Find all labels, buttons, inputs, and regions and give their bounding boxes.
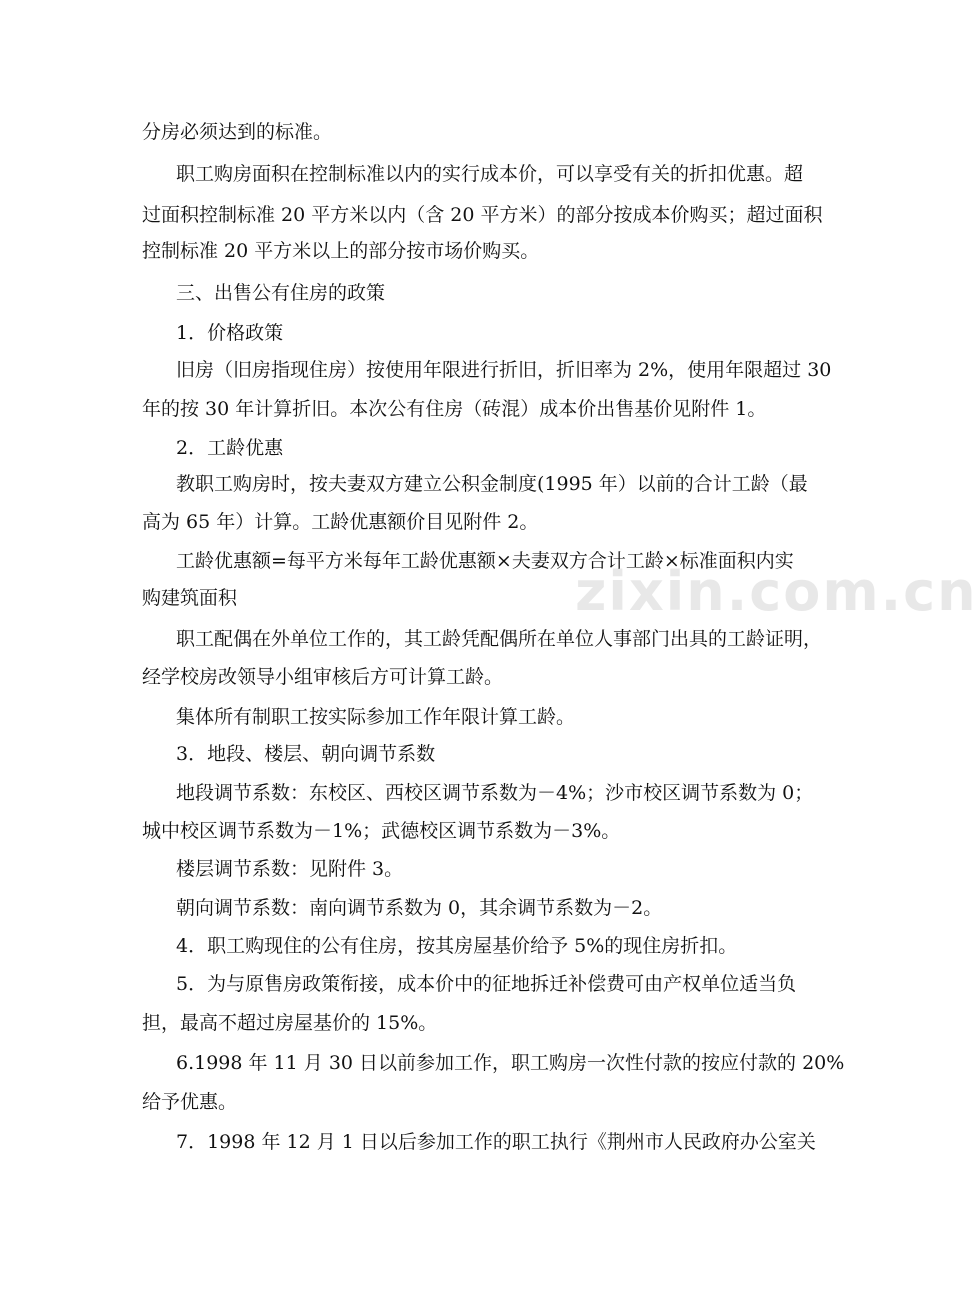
text-line: 城中校区调节系数为－1%；武德校区调节系数为－3%。 [142, 820, 621, 842]
text-line: 工龄优惠额=每平方米每年工龄优惠额×夫妻双方合计工龄×标准面积内实 [176, 550, 794, 572]
text-line: 4．职工购现住的公有住房，按其房屋基价给予 5%的现住房折扣。 [176, 935, 738, 957]
text-line: 给予优惠。 [142, 1091, 238, 1113]
text-line: 购建筑面积 [142, 587, 238, 609]
text-line: 楼层调节系数：见附件 3。 [176, 858, 404, 880]
text-line: 旧房（旧房指现住房）按使用年限进行折旧，折旧率为 2%，使用年限超过 30 [176, 359, 832, 381]
text-line: 地段调节系数：东校区、西校区调节系数为－4%；沙市校区调节系数为 0； [176, 782, 814, 804]
text-line: 5．为与原售房政策衔接，成本价中的征地拆迁补偿费可由产权单位适当负 [176, 973, 797, 995]
subsection-heading: 3．地段、楼层、朝向调节系数 [176, 743, 436, 765]
text-line: 经学校房改领导小组审核后方可计算工龄。 [142, 666, 504, 688]
section-heading: 三、出售公有住房的政策 [176, 282, 386, 304]
text-line: 7．1998 年 12 月 1 日以后参加工作的职工执行《荆州市人民政府办公室关 [176, 1131, 816, 1153]
subsection-heading: 2．工龄优惠 [176, 437, 284, 459]
text-line: 高为 65 年）计算。工龄优惠额价目见附件 2。 [142, 511, 539, 533]
text-line: 职工购房面积在控制标准以内的实行成本价，可以享受有关的折扣优惠。超 [176, 163, 804, 185]
text-line: 担，最高不超过房屋基价的 15%。 [142, 1012, 438, 1034]
text-line: 控制标准 20 平方米以上的部分按市场价购买。 [142, 240, 540, 262]
text-line: 年的按 30 年计算折旧。本次公有住房（砖混）成本价出售基价见附件 1。 [142, 398, 767, 420]
text-line: 集体所有制职工按实际参加工作年限计算工龄。 [176, 706, 576, 728]
text-line: 职工配偶在外单位工作的，其工龄凭配偶所在单位人事部门出具的工龄证明， [176, 628, 823, 650]
text-line: 6.1998 年 11 月 30 日以前参加工作，职工购房一次性付款的按应付款的 20% [176, 1052, 845, 1074]
text-line: 朝向调节系数：南向调节系数为 0，其余调节系数为－2。 [176, 897, 663, 919]
subsection-heading: 1．价格政策 [176, 322, 284, 344]
text-line: 分房必须达到的标准。 [142, 121, 333, 143]
text-line: 教职工购房时，按夫妻双方建立公积金制度(1995 年）以前的合计工龄（最 [176, 473, 808, 495]
watermark: zixin.com.cn [575, 560, 978, 623]
text-line: 过面积控制标准 20 平方米以内（含 20 平方米）的部分按成本价购买；超过面积 [142, 204, 823, 226]
